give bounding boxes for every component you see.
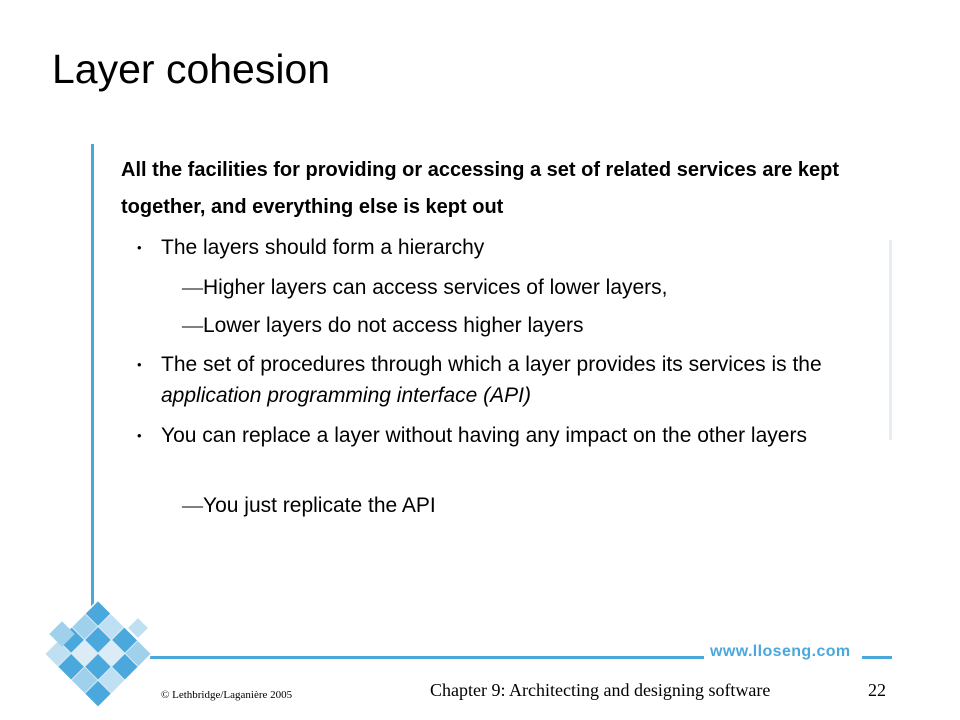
bullet-icon: • — [137, 428, 142, 443]
bullet-icon: • — [137, 357, 142, 372]
sub-item — [182, 272, 862, 303]
slide-heading: All the facilities for providing or accessing a set of related services are kept together, and everything else is kept out — [121, 159, 840, 218]
bullet-text-plain: The set of procedures through which a layer provides its services is the — [161, 353, 822, 376]
sub-text: Lower layers do not access higher layers — [203, 314, 584, 337]
right-faint-rule — [889, 240, 892, 440]
bullet-text: The layers should form a hierarchy — [161, 236, 485, 259]
left-vertical-rule — [91, 144, 94, 614]
bullet-icon: • — [137, 240, 142, 255]
sub-item — [182, 310, 862, 341]
slide-title: Layer cohesion — [52, 46, 331, 92]
page-number: 22 — [868, 680, 886, 700]
bullet-text-emphasis: application programming interface (API) — [161, 384, 532, 407]
sub-text: Higher layers can access services of lower layers, — [203, 276, 668, 299]
footer-rule-left — [150, 656, 704, 659]
footer-copyright: © Lethbridge/Laganière 2005 — [161, 689, 293, 701]
dash-icon: — — [182, 275, 203, 299]
bullet-item — [137, 232, 857, 263]
bullet-text — [161, 349, 857, 411]
diamond-grid-logo-icon — [40, 598, 156, 710]
dash-icon: — — [182, 313, 203, 337]
footer-chapter: Chapter 9: Architecting and designing software — [430, 680, 771, 700]
sub-text: You just replicate the API — [203, 494, 436, 517]
footer-rule-right — [862, 656, 892, 659]
sub-item — [182, 490, 862, 521]
bullet-item — [137, 349, 857, 411]
dash-icon: — — [182, 493, 203, 517]
bullet-item — [137, 420, 857, 451]
website-url: www.lloseng.com — [710, 643, 851, 660]
bullet-text: You can replace a layer without having any impact on the other layers — [161, 424, 807, 447]
